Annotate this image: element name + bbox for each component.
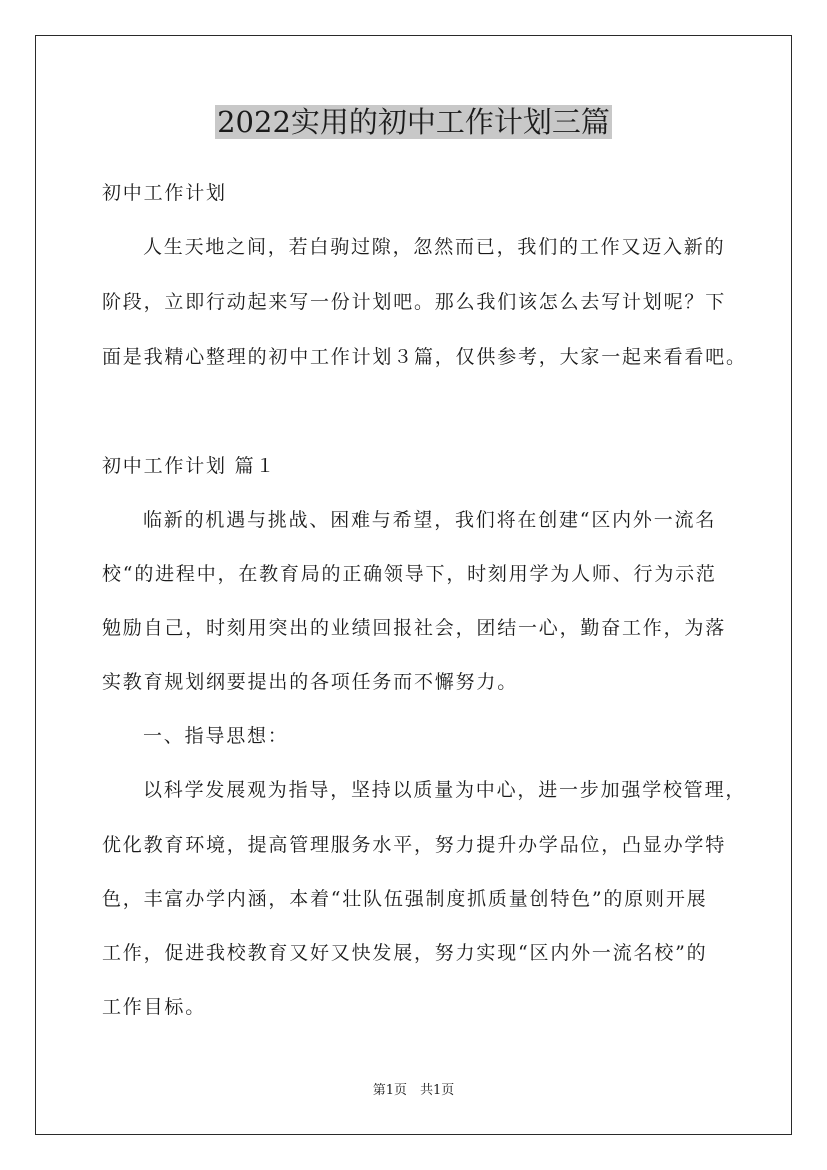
para1-line-2: 校“的进程中，在教育局的正确领导下，时刻用学为人师、行为示范 [102,563,717,585]
para1-line-3: 勉励自己，时刻用突出的业绩回报社会，团结一心，勤奋工作，为落 [102,617,727,639]
section-heading: 初中工作计划 [102,182,227,204]
para1-line-1: 临新的机遇与挑战、困难与希望，我们将在创建“区内外一流名 [143,509,717,531]
section-heading-part-1: 初中工作计划 篇１ [102,455,277,477]
title-text: 2022实用的初中工作计划三篇 [217,105,610,139]
intro-line-2: 阶段，立即行动起来写一份计划吧。那么我们该怎么去写计划呢？下 [102,291,727,313]
para2-line-4: 工作，促进我校教育又好又快发展，努力实现“区内外一流名校”的 [102,942,708,964]
intro-line-3: 面是我精心整理的初中工作计划３篇，仅供参考，大家一起来看看吧。 [102,346,747,368]
para1-line-4: 实教育规划纲要提出的各项任务而不懈努力。 [102,671,519,693]
para2-line-2: 优化教育环境，提高管理服务水平，努力提升办学品位，凸显办学特 [102,834,727,856]
document-title [0,100,827,144]
para2-line-1: 以科学发展观为指导，坚持以质量为中心，进一步加强学校管理， [143,779,747,801]
intro-line-1: 人生天地之间，若白驹过隙，忽然而已，我们的工作又迈入新的 [143,236,726,258]
page-number-footer: 第1页 共1页 [372,1083,455,1098]
subheading-guiding-ideology: 一、指导思想： [143,725,289,747]
para2-line-5: 工作目标。 [102,996,207,1018]
para2-line-3: 色，丰富办学内涵，本着“壮队伍强制度抓质量创特色”的原则开展 [102,888,708,910]
